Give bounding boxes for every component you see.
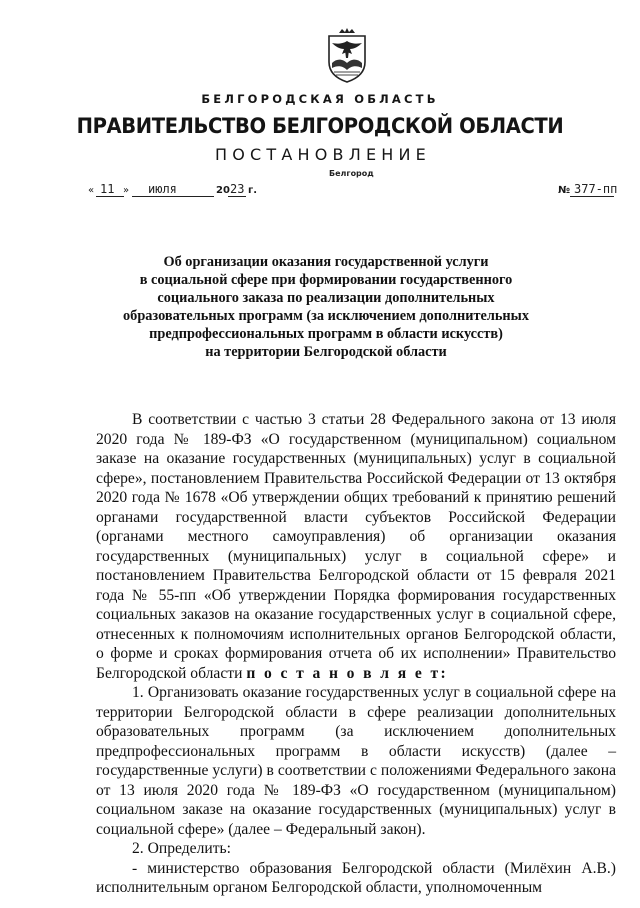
date-year-suffix: 23 xyxy=(230,182,245,196)
region-name: БЕЛГОРОДСКАЯ ОБЛАСТЬ xyxy=(201,92,439,106)
title-line: в социальной сфере при формировании государственного xyxy=(139,272,513,289)
clause-1: 1. Организовать оказание государственных услуг в социальной сфере на территории Белгородской области в сфере реализации дополнительных образовательных программ (за исключением дополнительных предпрофессиональных программ в области искусств) (далее – государственные услуги) в соответствии с положениями Федерального закона от 13 июля 2020 года № 189-ФЗ «О государственном (муниципальном) социальном заказе на оказание государственных (муниципальных) услуг в социальной сфере» (далее – Федеральный закон). xyxy=(96,684,616,838)
date-line xyxy=(88,178,618,198)
document-body xyxy=(96,410,616,898)
date-open-quote: « xyxy=(88,185,95,196)
year-underline xyxy=(228,196,246,197)
resolves-word: п о с т а н о в л я е т: xyxy=(246,664,449,682)
date-close-quote: » xyxy=(123,185,130,196)
title-line: образовательных программ (за исключением дополнительных xyxy=(123,308,529,325)
document-type: ПОСТАНОВЛЕНИЕ xyxy=(215,145,431,164)
clause-2: 2. Определить: xyxy=(132,840,231,857)
title-line: на территории Белгородской области xyxy=(205,344,447,361)
preamble-text: В соответствии с частью 3 статьи 28 Федерального закона от 13 июля 2020 года № 189-ФЗ «О государственном (муниципальном) социальном заказе на оказание государственных (муниципальных) услуг в социальной сфере», постановлением Правительства Российской Федерации от 13 октября 2020 года № 1678 «Об утверждении общих требований к принятию решений органами государственной власти субъектов Российской Федерации (органами местного самоуправления) об организации оказания государственных (муниципальных) услуг в социальной сфере» и постановлением Правительства Белгородской области от 15 февраля 2021 года № 55-пп «Об утверждении Порядка формирования государственных социальных заказов на оказание государственных услуг в социальной сфере, отнесенных к полномочиям исполнительных органов Белгородской области, о форме и сроках формирования отчета об их исполнении» Правительство Белгородской области xyxy=(96,411,616,682)
date-year-prefix: 20 xyxy=(216,185,230,196)
title-line: предпрофессиональных программ в области искусств) xyxy=(149,326,503,343)
month-underline xyxy=(132,196,214,197)
day-underline xyxy=(96,196,124,197)
city-name: Белгород xyxy=(329,169,374,178)
clause-2-item-a: - министерство образования Белгородской области (Милёхин А.В.) исполнительным органом Белгородской области, уполномоченным xyxy=(96,859,616,896)
government-name: ПРАВИТЕЛЬСТВО БЕЛГОРОДСКОЙ ОБЛАСТИ xyxy=(76,114,564,138)
number-underline xyxy=(570,196,614,197)
number-sign: № xyxy=(558,185,571,196)
title-line: Об организации оказания государственной услуги xyxy=(163,254,489,270)
belgorod-coat-of-arms-icon xyxy=(325,28,369,84)
preamble-paragraph xyxy=(96,410,616,683)
document-title xyxy=(96,253,556,362)
title-line: социального заказа по реализации дополнительных xyxy=(157,290,495,307)
date-day: 11 xyxy=(100,182,115,196)
date-year-abbr: г. xyxy=(248,185,258,196)
document-number: 377-пп xyxy=(574,182,618,196)
date-month: июля xyxy=(148,182,177,196)
